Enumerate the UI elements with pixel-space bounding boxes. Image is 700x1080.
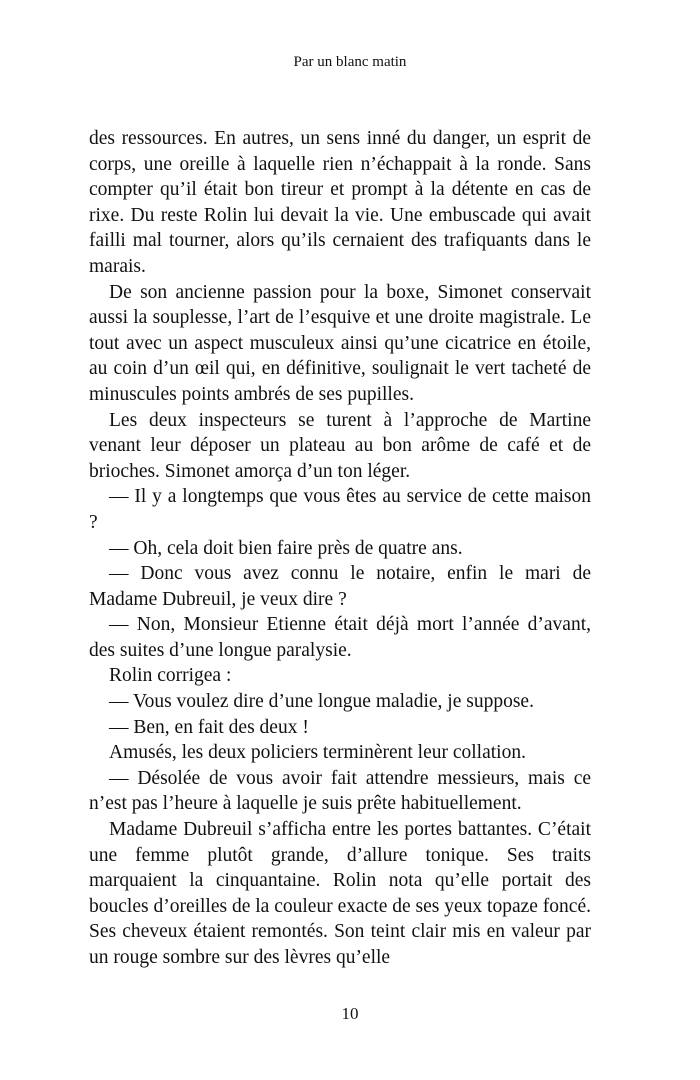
paragraph: Rolin corrigea : bbox=[109, 665, 232, 687]
body-text bbox=[89, 126, 591, 971]
running-header: Par un blanc matin bbox=[293, 54, 407, 70]
dialogue-line: — Donc vous avez connu le notaire, enfin le mari de Madame Dubreuil, je veux dire ? bbox=[89, 563, 591, 610]
paragraph: Madame Dubreuil s’afficha entre les portes battantes. C’était une femme plutôt grande, d’allure tonique. Ses traits marquaient la cinquantaine. Rolin nota qu’elle portait des boucles d’oreilles de la couleur exacte de ses yeux topaze foncé. Ses cheveux étaient remontés. Son teint clair mis en valeur par un rouge sombre sur des lèvres qu’elle bbox=[89, 819, 591, 968]
dialogue-line: — Oh, cela doit bien faire près de quatre ans. bbox=[109, 537, 463, 559]
paragraph: Les deux inspecteurs se turent à l’approche de Martine venant leur déposer un plateau au bon arôme de café et de brioches. Simonet amorça d’un ton léger. bbox=[89, 409, 591, 482]
dialogue-line: — Il y a longtemps que vous êtes au service de cette maison ? bbox=[89, 486, 591, 533]
dialogue-line: — Non, Monsieur Etienne était déjà mort l’année d’avant, des suites d’une longue paralysie. bbox=[89, 614, 591, 661]
paragraph: Amusés, les deux policiers terminèrent leur collation. bbox=[109, 742, 526, 764]
dialogue-line: — Vous voulez dire d’une longue maladie, je suppose. bbox=[109, 691, 534, 713]
paragraph: des ressources. En autres, un sens inné du danger, un esprit de corps, une oreille à laquelle rien n’échappait à la ronde. Sans compter qu’il était bon tireur et prompt à la détente en cas de rixe. Du reste Rolin lui devait la vie. Une embuscade qui avait failli mal tourner, alors qu’ils cernaient des trafiquants dans le marais. bbox=[89, 128, 591, 277]
paragraph: De son ancienne passion pour la boxe, Simonet conservait aussi la souplesse, l’art de l’esquive et une droite magistrale. Le tout avec un aspect musculeux ainsi qu’une cicatrice en étoile, au coin d’un œil qui, en définitive, soulignait le vert tacheté de minuscules points ambrés de ses pupilles. bbox=[89, 281, 591, 405]
dialogue-line: — Désolée de vous avoir fait attendre messieurs, mais ce n’est pas l’heure à laquelle je suis prête habituellement. bbox=[89, 767, 591, 815]
page-number: 10 bbox=[341, 1004, 359, 1023]
dialogue-line: — Ben, en fait des deux ! bbox=[109, 716, 309, 738]
